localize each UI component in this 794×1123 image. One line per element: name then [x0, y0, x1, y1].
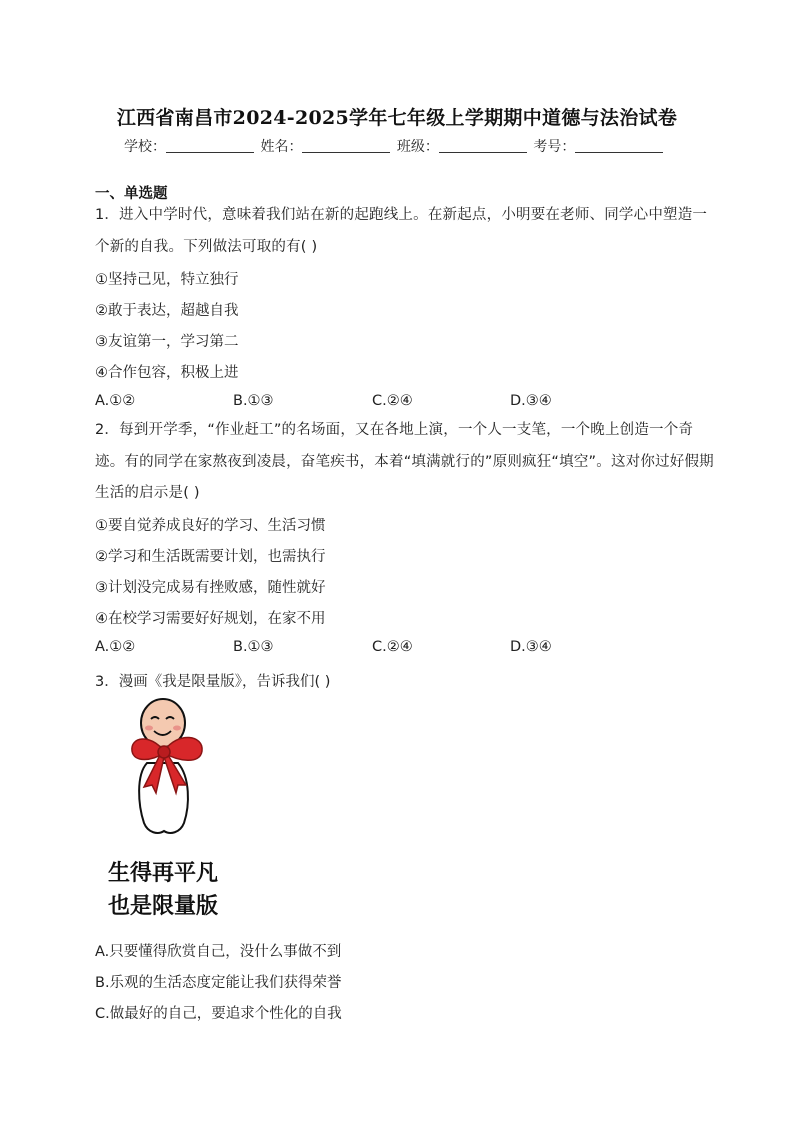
q2-option-d[interactable]: D.③④ [510, 639, 552, 655]
info-school [124, 136, 256, 156]
q3-option-a[interactable]: A.只要懂得欣赏自己，没什么事做不到 [95, 944, 342, 960]
cartoon-limited-edition [100, 695, 250, 930]
question-1-stem: 1．进入中学时代，意味着我们站在新的起跑线上。在新起点，小明要在老师、同学心中塑造一个新的自我。下列做法可取的有( ) [95, 207, 708, 255]
student-info-row [124, 136, 665, 156]
q1-option-b[interactable]: B.①③ [233, 393, 274, 409]
info-label: 姓名： [260, 139, 303, 155]
cartoon-caption-line-2: 也是限量版 [108, 894, 219, 919]
info-class [397, 136, 529, 156]
q2-item: ②学习和生活既需要计划，也需执行 [95, 549, 326, 565]
q3-option-b[interactable]: B.乐观的生活态度定能让我们获得荣誉 [95, 975, 342, 991]
section-heading: 一、单选题 [95, 186, 168, 202]
figure-cheek-left [145, 726, 153, 731]
blank-line[interactable] [439, 138, 527, 153]
q3-option-c[interactable]: C.做最好的自己，要追求个性化的自我 [95, 1006, 342, 1022]
q2-option-c[interactable]: C.②④ [372, 639, 413, 655]
q1-item: ③友谊第一，学习第二 [95, 334, 239, 350]
info-name [260, 136, 392, 156]
info-label: 班级： [396, 139, 439, 155]
question-2-stem: 2．每到开学季，“作业赶工”的名场面，又在各地上演，一个人一支笔，一个晚上创造一个奇迹。有的同学在家熬夜到凌晨，奋笔疾书，本着“填满就行的”原则疯狂“填空”。这对你过好假期生活的启示是( ) [95, 422, 714, 501]
q1-item: ①坚持己见，特立独行 [95, 272, 239, 288]
q2-item: ①要自觉养成良好的学习、生活习惯 [95, 518, 326, 534]
blank-line[interactable] [166, 138, 254, 153]
blank-line[interactable] [575, 138, 663, 153]
q2-item: ③计划没完成易有挫败感，随性就好 [95, 580, 326, 596]
q1-option-a[interactable]: A.①② [95, 393, 136, 409]
q1-item: ④合作包容，积极上进 [95, 365, 239, 381]
q2-option-a[interactable]: A.①② [95, 639, 136, 655]
info-label: 学校： [124, 139, 166, 155]
q2-option-b[interactable]: B.①③ [233, 639, 274, 655]
q1-item: ②敢于表达，超越自我 [95, 303, 239, 319]
q1-option-d[interactable]: D.③④ [510, 393, 552, 409]
q1-option-c[interactable]: C.②④ [372, 393, 413, 409]
exam-title: 江西省南昌市2024-2025学年七年级上学期期中道德与法治试卷 [116, 107, 678, 129]
blank-line[interactable] [302, 138, 390, 153]
cartoon-caption-line-1: 生得再平凡 [108, 861, 219, 886]
bow-knot [158, 746, 170, 758]
info-label: 考号： [533, 139, 576, 155]
figure-body [139, 763, 188, 833]
figure-cheek-right [173, 726, 181, 731]
info-exam-number [533, 136, 665, 156]
question-3-stem: 3．漫画《我是限量版》，告诉我们( ) [95, 674, 331, 690]
q2-item: ④在校学习需要好好规划，在家不用 [95, 611, 326, 627]
